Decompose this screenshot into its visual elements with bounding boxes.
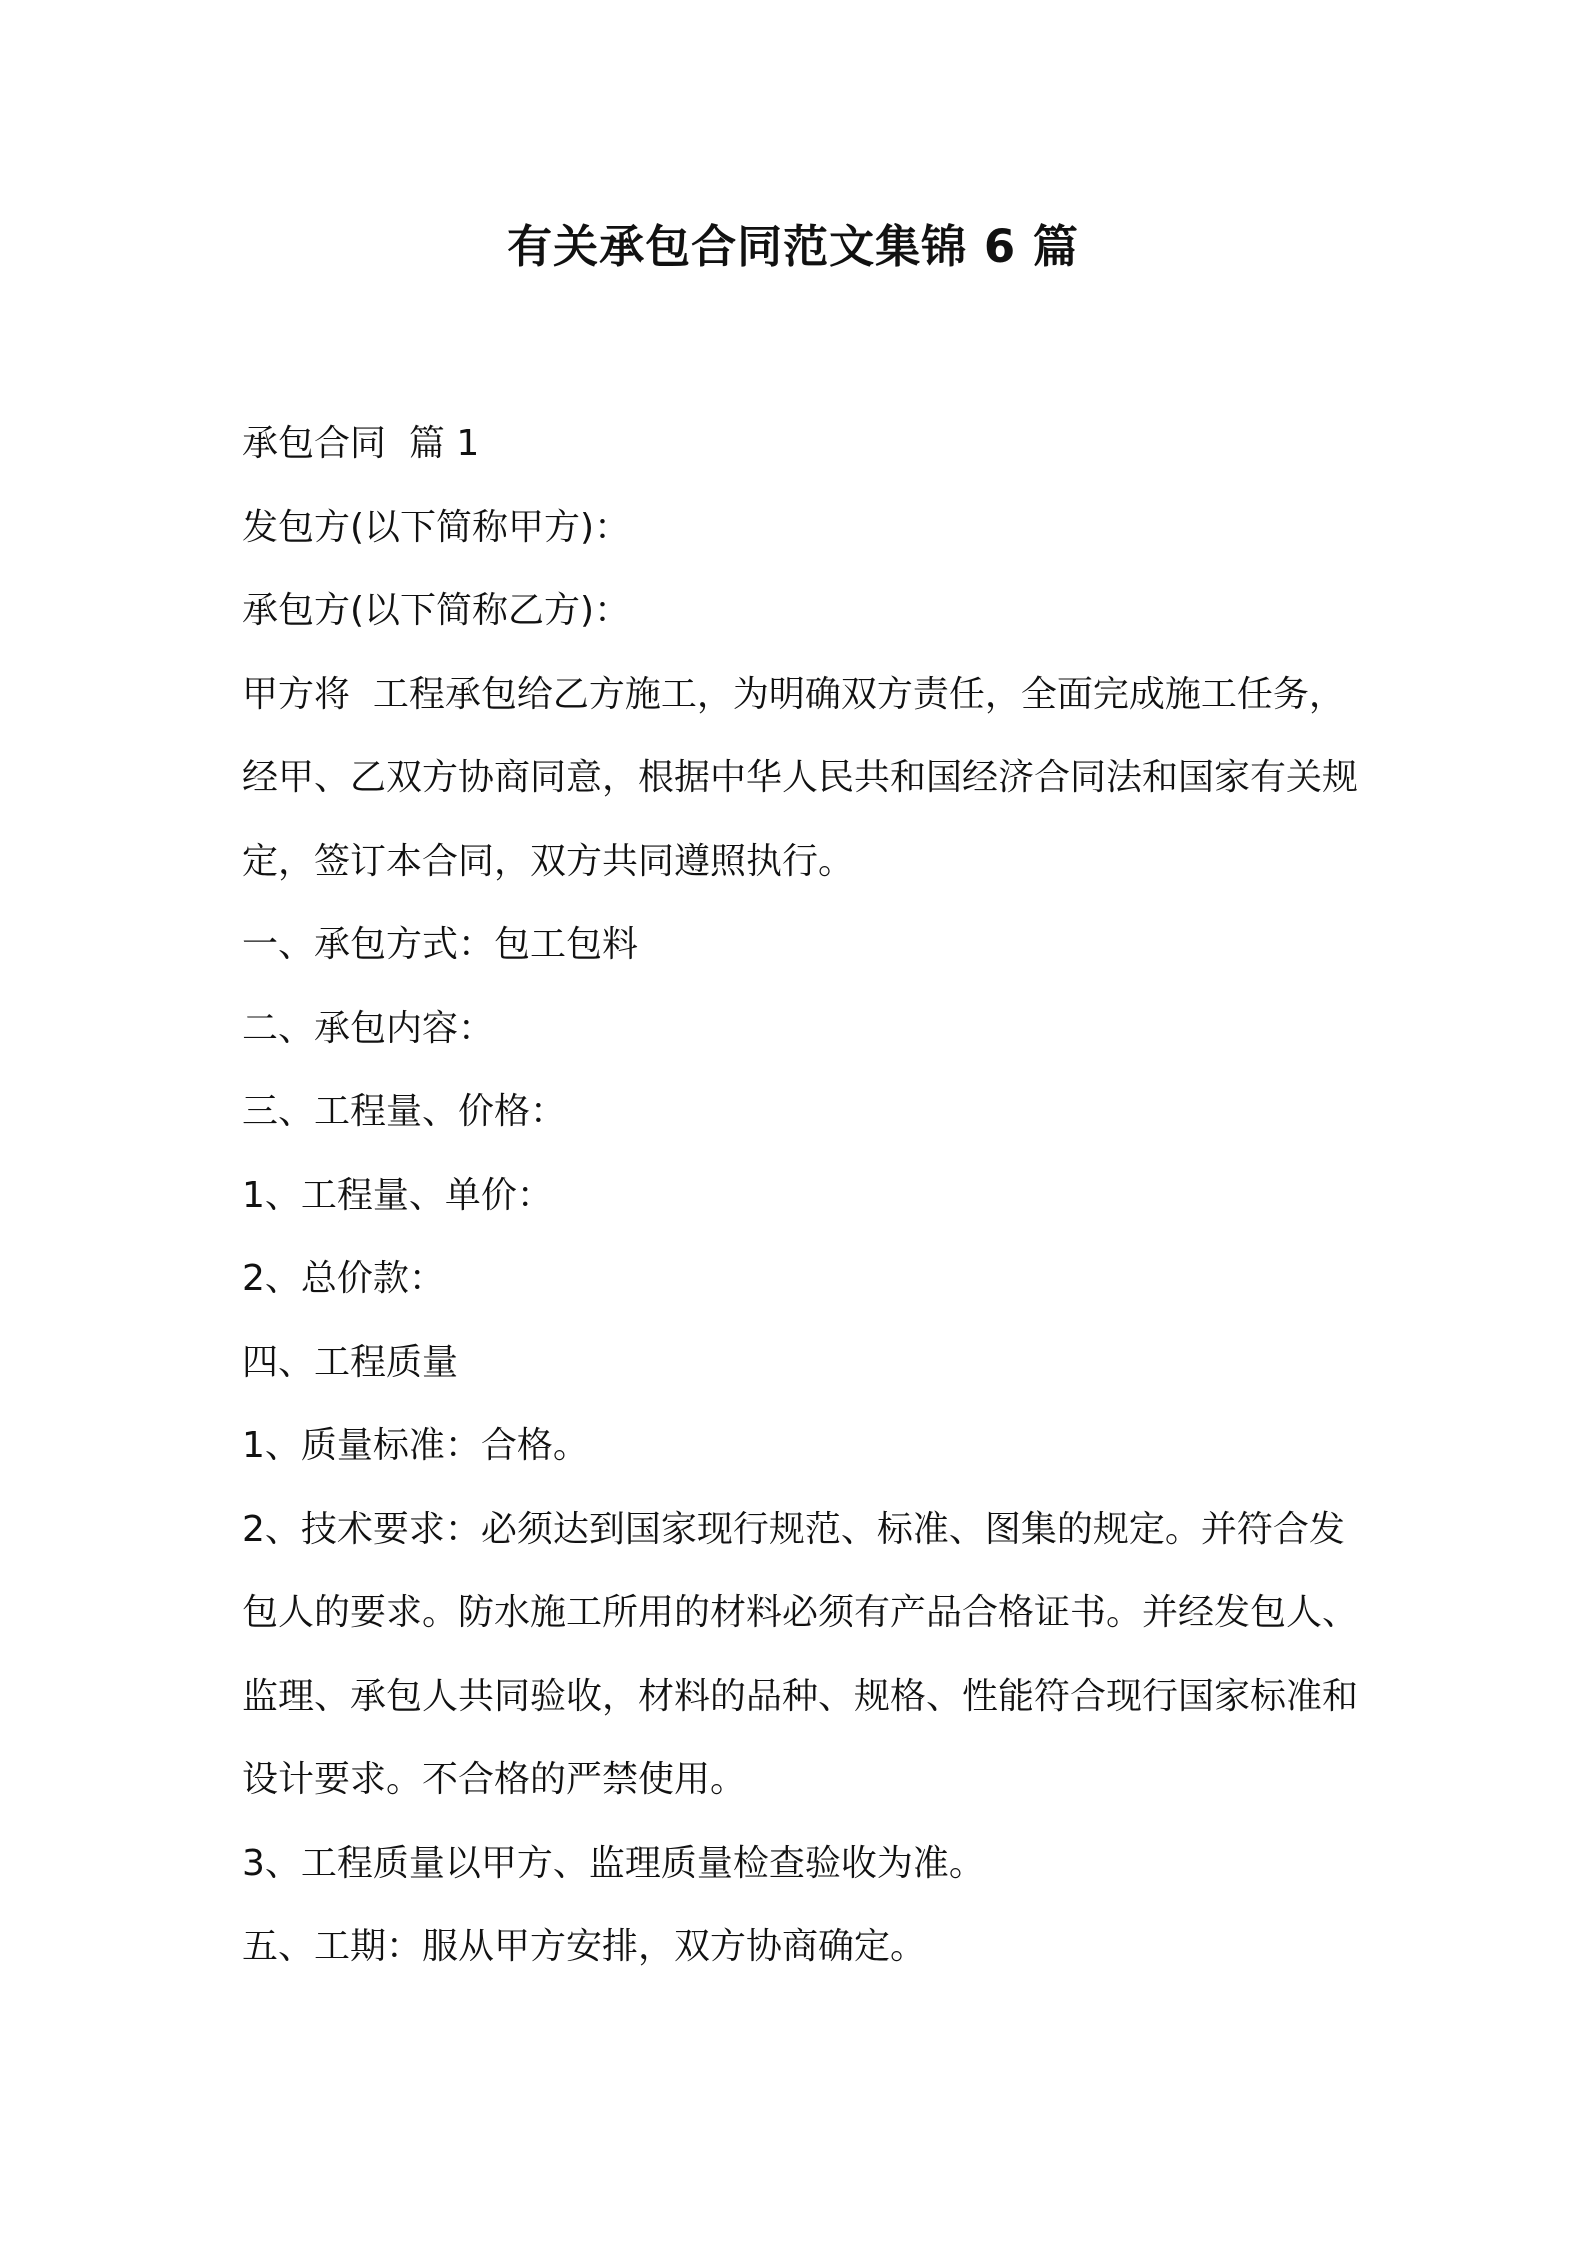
document-body [242,402,1362,1989]
clause-contract-method: 一、承包方式：包工包料 [242,924,639,965]
subclause-quality-standard: 1、质量标准：合格。 [242,1425,589,1466]
subclause-total-price: 2、总价款： [242,1258,445,1299]
section-heading: 承包合同 篇 1 [242,423,480,464]
preamble-paragraph: 甲方将 工程承包给乙方施工，为明确双方责任，全面完成施工任务，经甲、乙双方协商同意，根据中华人民共和国经济合同法和国家有关规定，签订本合同，双方共同遵照执行。 [242,673,1359,882]
clause-contract-content: 二、承包内容： [242,1007,495,1049]
clause-quantity-price: 三、工程量、价格： [242,1091,567,1132]
document-title: 有关承包合同范文集锦 6 篇 [507,220,1079,273]
party-b-line: 承包方(以下简称乙方)： [242,590,631,631]
clause-quality: 四、工程质量 [242,1341,459,1383]
subclause-technical-requirements: 2、技术要求：必须达到国家现行规范、标准、图集的规定。并符合发包人的要求。防水施工所用的材料必须有产品合格证书。并经发包人、监理、承包人共同验收，材料的品种、规格、性能符合现行国家标准和设计要求。不合格的严禁使用。 [242,1508,1359,1800]
clause-schedule: 五、工期：服从甲方安排，双方协商确定。 [242,1926,927,1967]
subclause-quality-acceptance: 3、工程质量以甲方、监理质量检查验收为准。 [242,1842,985,1884]
subclause-unit-price: 1、工程量、单价： [242,1174,553,1216]
party-a-line: 发包方(以下简称甲方)： [242,506,631,548]
